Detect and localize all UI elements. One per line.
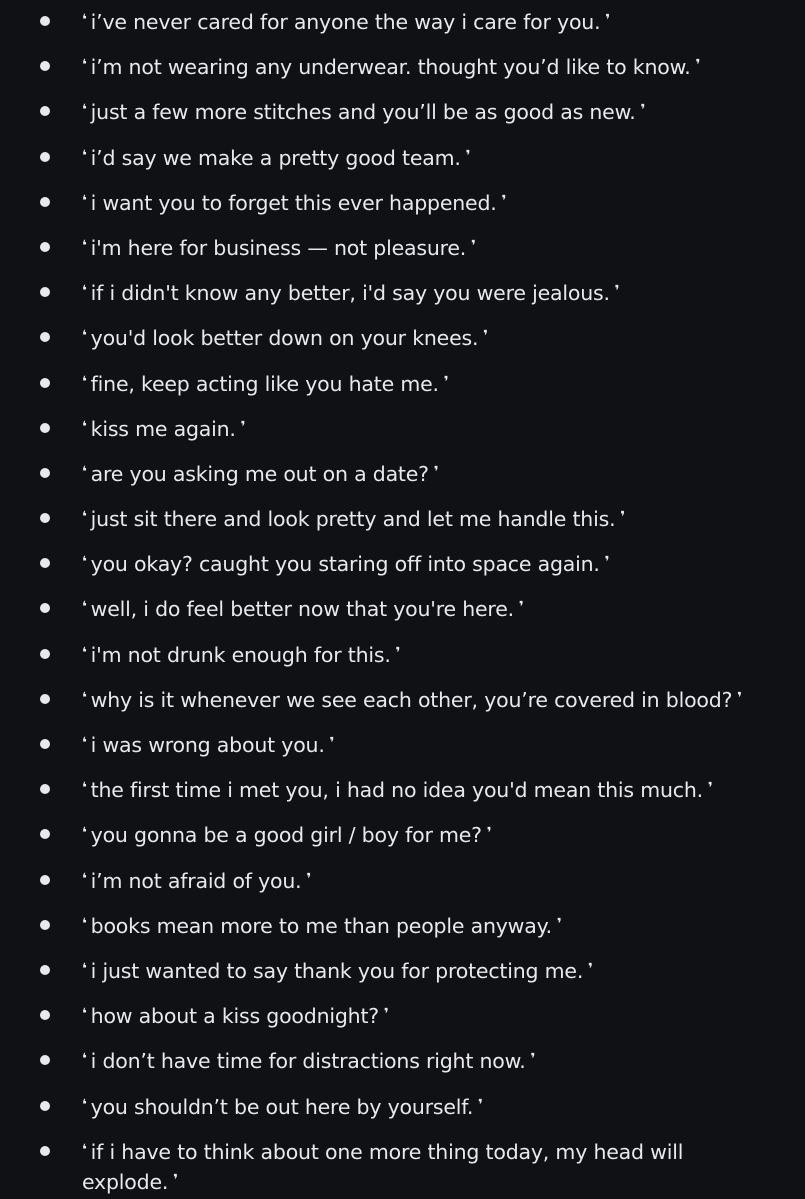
bullet-icon bbox=[40, 829, 50, 839]
prompt-label: i don’t have time for distractions right now. bbox=[90, 1049, 526, 1074]
open-quote-icon: ❛ bbox=[82, 554, 87, 571]
prompt-text bbox=[82, 277, 777, 307]
close-quote-icon: ❜ bbox=[443, 373, 449, 390]
prompt-text bbox=[82, 819, 777, 849]
prompt-text bbox=[82, 187, 777, 217]
prompt-text bbox=[82, 548, 777, 578]
prompt-label: i’m not wearing any underwear. thought you’d like to know. bbox=[90, 55, 691, 80]
bullet-icon bbox=[40, 423, 50, 433]
list-item bbox=[0, 548, 777, 578]
prompt-label: i’d say we make a pretty good team. bbox=[90, 145, 461, 170]
open-quote-icon: ❛ bbox=[82, 147, 87, 164]
prompt-text bbox=[82, 458, 777, 488]
open-quote-icon: ❛ bbox=[82, 915, 87, 932]
prompt-label: if i didn't know any better, i'd say you were jealous. bbox=[90, 281, 610, 306]
prompt-text bbox=[82, 774, 777, 804]
prompt-label: you'd look better down on your knees. bbox=[90, 326, 479, 351]
prompt-text bbox=[82, 639, 777, 669]
close-quote-icon: ❜ bbox=[604, 554, 610, 571]
close-quote-icon: ❜ bbox=[737, 689, 742, 706]
bullet-icon bbox=[40, 197, 50, 207]
open-quote-icon: ❛ bbox=[82, 418, 87, 435]
list-item bbox=[0, 1000, 777, 1030]
prompt-label: how about a kiss goodnight? bbox=[90, 1004, 379, 1029]
prompt-text bbox=[82, 503, 777, 533]
prompt-label: are you asking me out on a date? bbox=[90, 461, 429, 486]
close-quote-icon: ❜ bbox=[329, 735, 335, 751]
open-quote-icon: ❛ bbox=[82, 780, 87, 797]
bullet-icon bbox=[40, 875, 50, 885]
prompt-text bbox=[82, 413, 777, 443]
list-item bbox=[0, 1045, 777, 1075]
bullet-icon bbox=[40, 649, 50, 659]
close-quote-icon: ❜ bbox=[395, 644, 401, 661]
open-quote-icon: ❛ bbox=[82, 644, 87, 661]
bullet-icon bbox=[40, 332, 50, 342]
bullet-icon bbox=[40, 1146, 50, 1156]
list-item bbox=[0, 368, 777, 398]
close-quote-icon: ❜ bbox=[486, 825, 492, 842]
close-quote-icon: ❜ bbox=[556, 915, 562, 932]
prompt-label: i’m not afraid of you. bbox=[90, 868, 302, 893]
prompt-label: fine, keep acting like you hate me. bbox=[90, 371, 439, 396]
list-item bbox=[0, 955, 777, 985]
bullet-icon bbox=[40, 16, 50, 26]
close-quote-icon: ❜ bbox=[695, 57, 701, 74]
prompt-label: i'm not drunk enough for this. bbox=[90, 642, 391, 667]
prompt-text bbox=[82, 910, 777, 940]
open-quote-icon: ❛ bbox=[82, 328, 87, 345]
open-quote-icon: ❛ bbox=[82, 57, 87, 74]
close-quote-icon: ❜ bbox=[614, 283, 620, 300]
prompt-text bbox=[82, 368, 777, 398]
prompt-label: just a few more stitches and you’ll be as good as new. bbox=[90, 100, 636, 125]
close-quote-icon: ❜ bbox=[433, 463, 439, 480]
prompt-label: i'm here for business — not pleasure. bbox=[90, 235, 467, 260]
close-quote-icon: ❜ bbox=[483, 328, 488, 345]
bullet-icon bbox=[40, 1101, 50, 1111]
prompt-label: if i have to think about one more thing today, my head will explode. bbox=[82, 1139, 684, 1194]
list-item bbox=[0, 819, 777, 849]
list-item bbox=[0, 503, 777, 533]
close-quote-icon: ❜ bbox=[240, 418, 246, 435]
open-quote-icon: ❛ bbox=[82, 825, 87, 842]
list-item bbox=[0, 774, 777, 804]
open-quote-icon: ❛ bbox=[82, 1006, 87, 1023]
bullet-icon bbox=[40, 694, 50, 704]
open-quote-icon: ❛ bbox=[82, 870, 87, 887]
close-quote-icon: ❜ bbox=[501, 192, 507, 209]
close-quote-icon: ❜ bbox=[383, 1006, 389, 1023]
prompt-text bbox=[82, 684, 777, 714]
open-quote-icon: ❛ bbox=[82, 509, 87, 526]
prompt-label: i want you to forget this ever happened. bbox=[90, 190, 497, 215]
list-item bbox=[0, 142, 777, 172]
prompt-label: you gonna be a good girl / boy for me? bbox=[90, 823, 482, 848]
close-quote-icon: ❜ bbox=[530, 1051, 536, 1068]
close-quote-icon: ❜ bbox=[605, 12, 611, 28]
close-quote-icon: ❜ bbox=[518, 599, 524, 616]
close-quote-icon: ❜ bbox=[306, 870, 312, 887]
list-item bbox=[0, 910, 777, 940]
list-item bbox=[0, 51, 777, 81]
prompt-text bbox=[82, 142, 777, 172]
open-quote-icon: ❛ bbox=[82, 1096, 87, 1113]
prompt-label: why is it whenever we see each other, you’re covered in blood? bbox=[90, 687, 733, 712]
prompt-text bbox=[82, 1091, 777, 1121]
prompt-label: well, i do feel better now that you're here. bbox=[90, 597, 514, 622]
list-item bbox=[0, 413, 777, 443]
prompt-text bbox=[82, 1000, 777, 1030]
open-quote-icon: ❛ bbox=[82, 373, 87, 390]
bullet-icon bbox=[40, 287, 50, 297]
open-quote-icon: ❛ bbox=[82, 735, 87, 751]
prompt-label: the first time i met you, i had no idea you'd mean this much. bbox=[90, 778, 703, 803]
list-item bbox=[0, 1091, 777, 1121]
bullet-icon bbox=[40, 965, 50, 975]
prompt-text bbox=[82, 232, 777, 262]
bullet-icon bbox=[40, 468, 50, 478]
prompt-label: i’ve never cared for anyone the way i care for you. bbox=[90, 10, 601, 34]
bullet-icon bbox=[40, 61, 50, 71]
prompt-text bbox=[82, 6, 777, 36]
prompt-label: i was wrong about you. bbox=[90, 733, 325, 757]
open-quote-icon: ❛ bbox=[82, 960, 87, 977]
list-item bbox=[0, 322, 777, 352]
bullet-icon bbox=[40, 920, 50, 930]
list-item bbox=[0, 458, 777, 488]
prompt-label: just sit there and look pretty and let me handle this. bbox=[90, 507, 616, 532]
prompt-text bbox=[82, 1136, 777, 1196]
close-quote-icon: ❜ bbox=[465, 147, 471, 164]
close-quote-icon: ❜ bbox=[640, 102, 646, 119]
bullet-icon bbox=[40, 106, 50, 116]
list-item bbox=[0, 684, 777, 714]
prompt-label: books mean more to me than people anyway. bbox=[90, 913, 552, 938]
bullet-icon bbox=[40, 603, 50, 613]
prompt-label: kiss me again. bbox=[90, 416, 236, 441]
open-quote-icon: ❛ bbox=[82, 192, 87, 209]
close-quote-icon: ❜ bbox=[620, 509, 626, 526]
bullet-icon bbox=[40, 558, 50, 568]
bullet-icon bbox=[40, 739, 50, 749]
list-item bbox=[0, 593, 777, 623]
list-item bbox=[0, 729, 777, 759]
prompt-text bbox=[82, 51, 777, 81]
open-quote-icon: ❛ bbox=[82, 1051, 87, 1068]
open-quote-icon: ❛ bbox=[82, 237, 87, 254]
bullet-icon bbox=[40, 242, 50, 252]
prompt-text bbox=[82, 1045, 777, 1075]
prompt-text bbox=[82, 865, 777, 895]
prompt-label: you shouldn’t be out here by yourself. bbox=[90, 1094, 474, 1119]
open-quote-icon: ❛ bbox=[82, 102, 87, 119]
list-item bbox=[0, 232, 777, 262]
close-quote-icon: ❜ bbox=[588, 960, 593, 977]
open-quote-icon: ❛ bbox=[82, 1141, 87, 1158]
prompt-label: i just wanted to say thank you for protecting me. bbox=[90, 958, 584, 983]
bullet-icon bbox=[40, 513, 50, 523]
list-item bbox=[0, 187, 777, 217]
close-quote-icon: ❜ bbox=[173, 1171, 178, 1188]
close-quote-icon: ❜ bbox=[707, 780, 713, 797]
prompt-text bbox=[82, 593, 777, 623]
close-quote-icon: ❜ bbox=[478, 1096, 483, 1113]
list-item bbox=[0, 96, 777, 126]
prompt-text bbox=[82, 955, 777, 985]
open-quote-icon: ❛ bbox=[82, 689, 87, 706]
list-item bbox=[0, 639, 777, 669]
open-quote-icon: ❛ bbox=[82, 599, 87, 616]
open-quote-icon: ❛ bbox=[82, 12, 87, 28]
bullet-icon bbox=[40, 378, 50, 388]
bullet-icon bbox=[40, 1010, 50, 1020]
prompt-label: you okay? caught you staring off into space again. bbox=[90, 552, 600, 577]
bullet-icon bbox=[40, 152, 50, 162]
list-item bbox=[0, 865, 777, 895]
open-quote-icon: ❛ bbox=[82, 283, 87, 300]
bullet-icon bbox=[40, 784, 50, 794]
list-item bbox=[0, 1136, 777, 1196]
bullet-icon bbox=[40, 1055, 50, 1065]
open-quote-icon: ❛ bbox=[82, 463, 87, 480]
prompt-text bbox=[82, 322, 777, 352]
list-item bbox=[0, 6, 777, 36]
prompt-text bbox=[82, 96, 777, 126]
close-quote-icon: ❜ bbox=[471, 237, 476, 254]
prompt-text bbox=[82, 729, 777, 759]
list-item bbox=[0, 277, 777, 307]
